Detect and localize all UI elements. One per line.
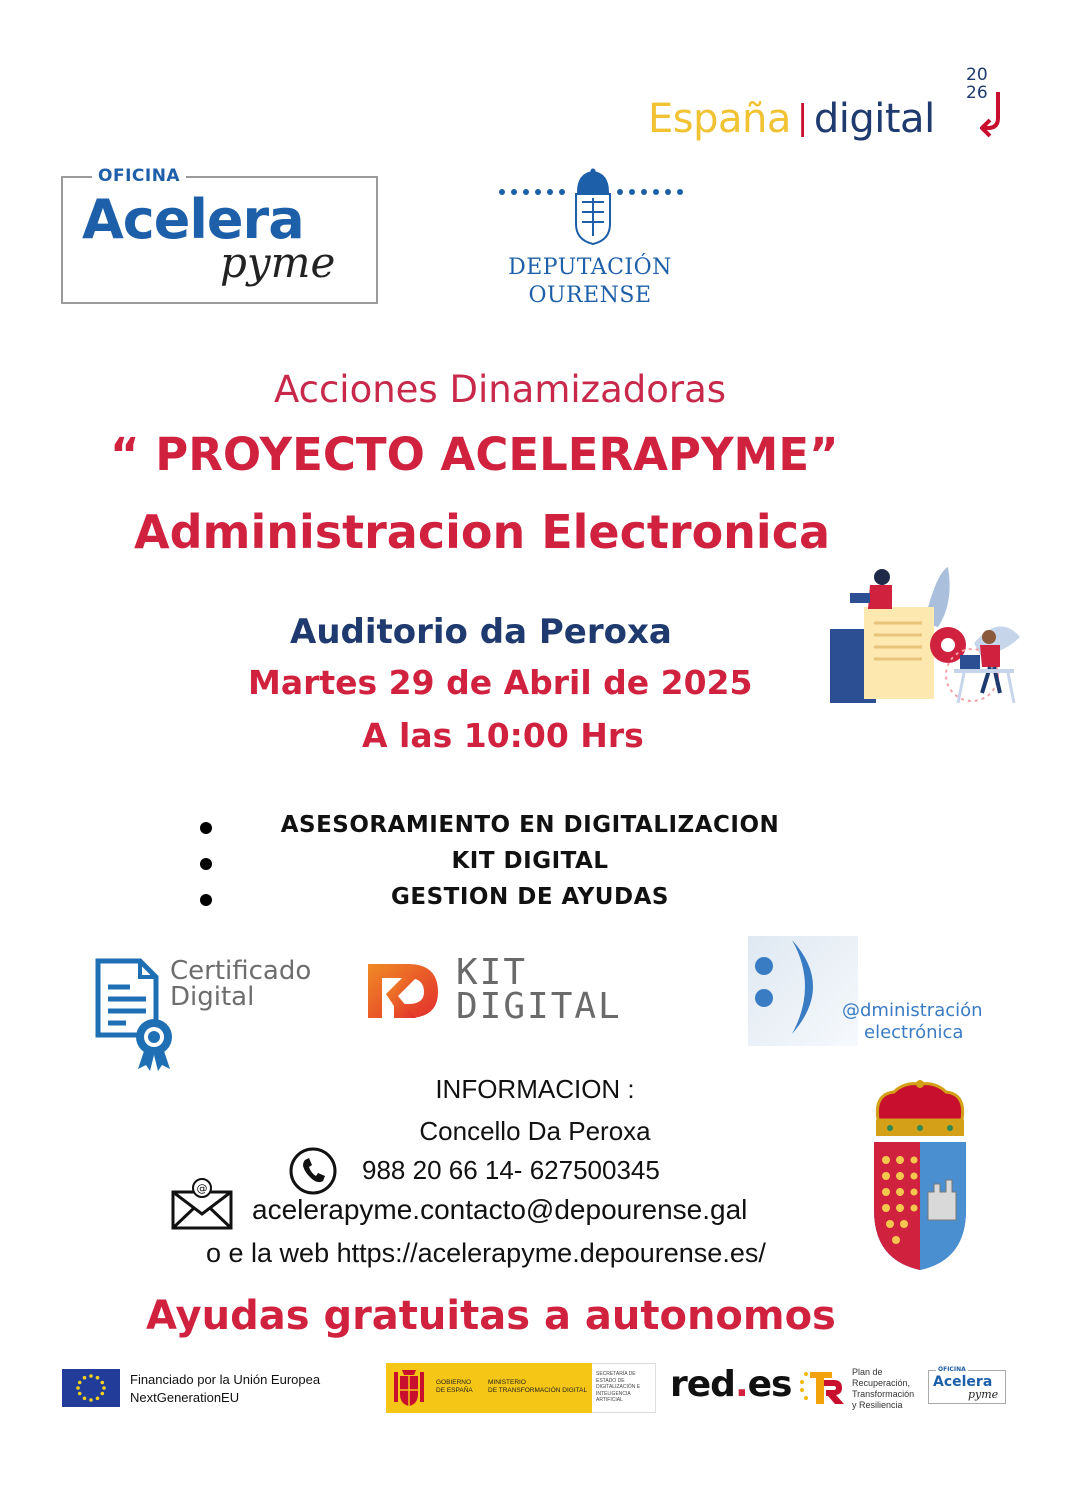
redes-dot: .: [734, 1364, 748, 1405]
prtr-line4: y Resiliencia: [852, 1400, 903, 1410]
deputacion-line2: OURENSE: [528, 283, 652, 308]
acciones-subtitle: Acciones Dinamizadoras: [273, 368, 727, 411]
admin-line2: electrónica: [864, 1022, 964, 1043]
kit-digital-icon: [364, 956, 442, 1026]
administracion-title: Administracion Electronica: [134, 505, 830, 559]
secretaria-text: SECRETARÍA DE ESTADO DE DIGITALIZACIÓN E INTELIGENCIA ARTIFICIAL: [596, 1371, 641, 1403]
kit-digital-logo-text: [456, 952, 622, 1027]
return-arrow-icon: [980, 88, 1008, 140]
year-top: 20: [966, 65, 988, 85]
bullet-icon: [200, 822, 212, 834]
topic-text: KIT DIGITAL: [451, 848, 609, 874]
prtr-line1: Plan de: [852, 1367, 883, 1377]
digital-word: digital: [813, 96, 935, 142]
phone-icon: [288, 1146, 338, 1196]
kit-line1: KIT: [456, 952, 528, 993]
prtr-icon: [798, 1366, 846, 1406]
list-item: [200, 812, 860, 848]
prtr-line3: Transformación: [852, 1389, 915, 1399]
mini-acelera-wordmark: Acelera: [933, 1374, 993, 1390]
redes-logo: [670, 1364, 791, 1405]
kit-line2: DIGITAL: [456, 986, 622, 1027]
venue-text: Auditorio da Peroxa: [290, 612, 672, 652]
bullet-icon: [200, 858, 212, 870]
svg-text:@: @: [196, 1182, 208, 1195]
certificado-logo-text: [170, 958, 311, 1010]
eu-funding-text: [130, 1371, 320, 1407]
topic-text: GESTION DE AYUDAS: [391, 884, 669, 910]
web-text[interactable]: o e la web https://acelerapyme.depourense.es/: [206, 1238, 766, 1268]
topic-text: ASESORAMIENTO EN DIGITALIZACION: [280, 812, 780, 838]
date-text: Martes 29 de Abril de 2025: [248, 663, 753, 702]
gobierno-text: [436, 1379, 473, 1395]
ministerio-text: [488, 1379, 587, 1395]
mini-oficina-label: OFICINA: [938, 1366, 966, 1373]
coat-of-arms-icon: [864, 1080, 976, 1272]
redes-part-b: es: [747, 1364, 792, 1405]
acelera-oficina-label: OFICINA: [92, 166, 186, 186]
deputacion-line1: DEPUTACIÓN: [508, 255, 672, 280]
info-heading: INFORMACION :: [435, 1074, 635, 1104]
list-item: [200, 884, 860, 920]
phone-text: 988 20 66 14- 627500345: [362, 1155, 660, 1185]
eu-stars-icon: [62, 1369, 120, 1407]
info-org: Concello Da Peroxa: [419, 1116, 651, 1146]
certificado-line2: Digital: [170, 982, 255, 1012]
time-text: A las 10:00 Hrs: [362, 716, 644, 755]
eu-line1: Financiado por la Unión Europea: [130, 1372, 321, 1387]
proyecto-title: “ PROYECTO ACELERAPYME”: [110, 428, 839, 481]
espana-digital-logo: [648, 96, 935, 142]
bullet-icon: [200, 894, 212, 906]
acelera-wordmark: Acelera: [82, 188, 304, 251]
prtr-text: [852, 1367, 914, 1411]
admin-logo-text: [842, 1000, 983, 1044]
eu-line2: NextGenerationEU: [130, 1390, 240, 1405]
espana-word: España: [648, 96, 791, 142]
redes-part-a: red: [670, 1364, 735, 1405]
deputacion-name: [470, 254, 710, 310]
mini-pyme-wordmark: pyme: [968, 1388, 999, 1401]
admin-line1: @dministración: [842, 1000, 983, 1021]
logo-separator: |: [796, 98, 808, 138]
gobierno-line1: GOBIERNO: [436, 1379, 472, 1386]
list-item: [200, 848, 860, 884]
year-bottom: 26: [966, 83, 988, 103]
ministerio-line1: MINISTERIO: [488, 1379, 526, 1386]
deputacion-shield-icon: [570, 168, 616, 246]
spain-shield-icon: [392, 1368, 426, 1408]
ministerio-line2: DE TRANSFORMACIÓN DIGITAL: [488, 1387, 588, 1394]
acelera-pyme-wordmark: pyme: [220, 238, 336, 287]
ayudas-tagline: Ayudas gratuitas a autonomos: [146, 1293, 836, 1339]
certificado-line1: Certificado: [170, 956, 312, 986]
email-text[interactable]: acelerapyme.contacto@depourense.gal: [252, 1194, 748, 1225]
gobierno-line2: DE ESPAÑA: [436, 1387, 473, 1394]
office-illustration: [824, 563, 1024, 709]
prtr-line2: Recuperación,: [852, 1378, 911, 1388]
email-icon: [170, 1176, 234, 1230]
